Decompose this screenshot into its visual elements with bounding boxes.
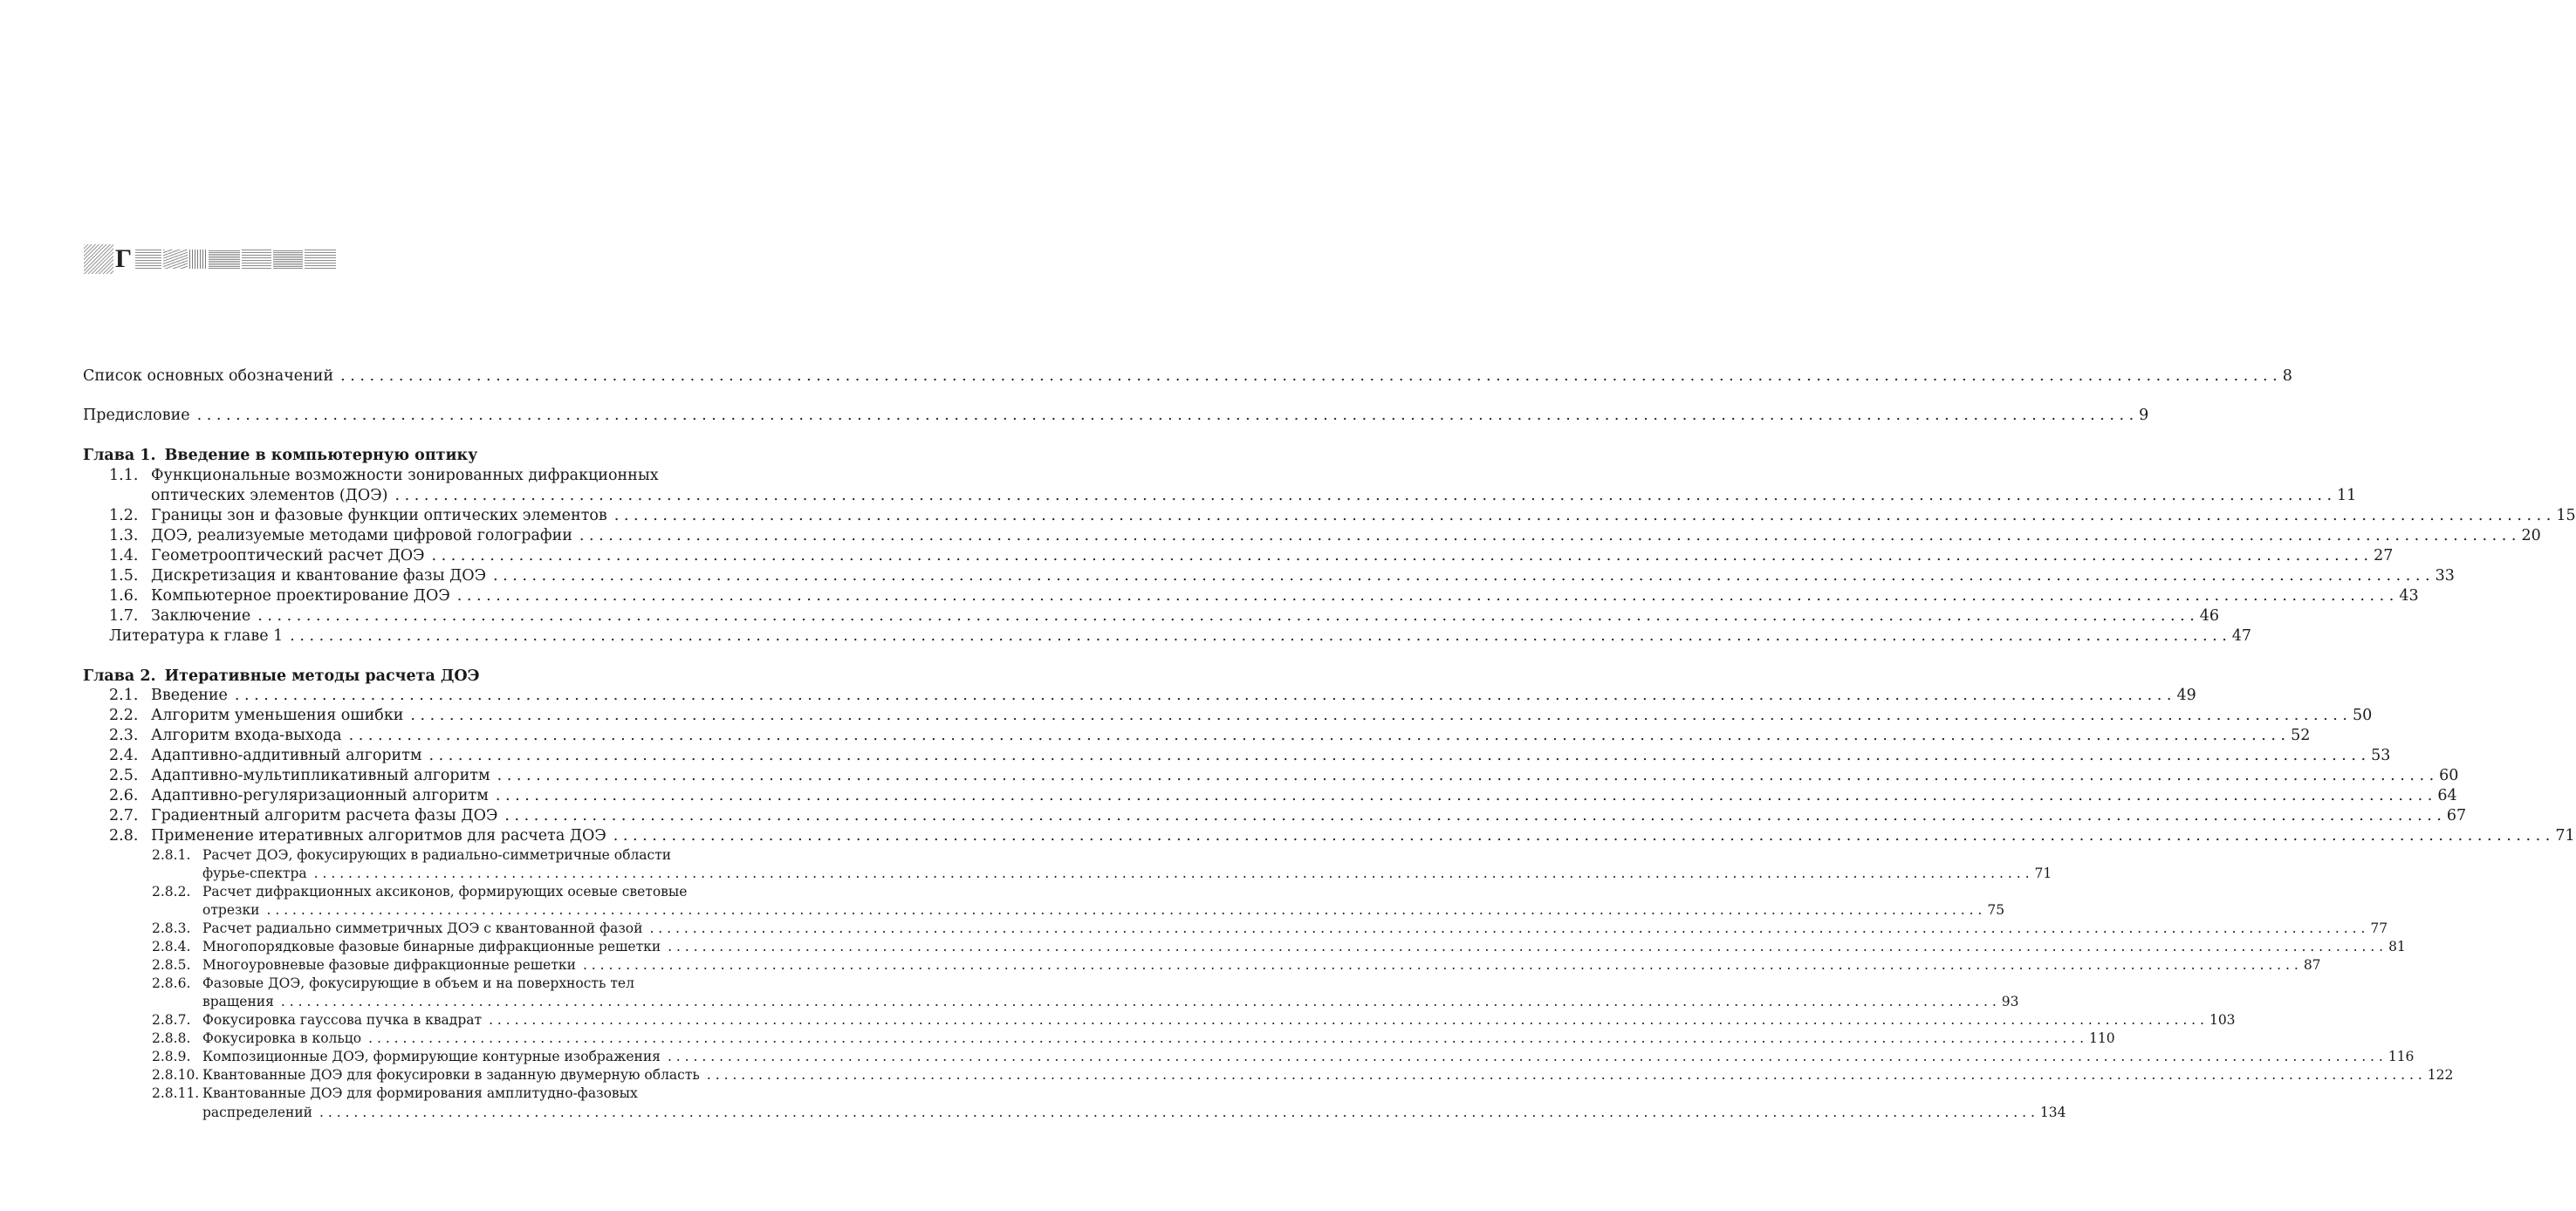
toc-entry[interactable]: 2.3. Алгоритм входа-выхода . . . . . . . . . . . . . . . . . . . . . . . . . . . . . . . . . . . . . . . . . . . . . . . . . . . . . . . . . . . . . . . . . . . . . . . . . . . . . . . . . . . . . . . . . . . . . . . . . . . . . . . . . . . . . . . . . . . . . . . . . . . . . . . . . . . . . . . . . . . . . . . . . . . . . . . . . . . . . . . . . . . . . . . . . . . . . . . . . . . . . . . . . . . . . . . . . . . . . . . . 52	[109, 727, 2311, 744]
page-number: 46	[2199, 607, 2220, 625]
toc-entry[interactable]: 1.6. Компьютерное проектирование ДОЭ . . . . . . . . . . . . . . . . . . . . . . . . . . . . . . . . . . . . . . . . . . . . . . . . . . . . . . . . . . . . . . . . . . . . . . . . . . . . . . . . . . . . . . . . . . . . . . . . . . . . . . . . . . . . . . . . . . . . . . . . . . . . . . . . . . . . . . . . . . . . . . . . . . . . . . . . . . . . . . . . . . . . . . . . . . . . . . . . . . . . . . . . . . . . . . . . . . . . . . . . 43	[109, 587, 2419, 605]
page-number: 110	[2089, 1030, 2115, 1046]
toc-entry[interactable]: 2.7. Градиентный алгоритм расчета фазы ДОЭ . . . . . . . . . . . . . . . . . . . . . . . . . . . . . . . . . . . . . . . . . . . . . . . . . . . . . . . . . . . . . . . . . . . . . . . . . . . . . . . . . . . . . . . . . . . . . . . . . . . . . . . . . . . . . . . . . . . . . . . . . . . . . . . . . . . . . . . . . . . . . . . . . . . . . . . . . . . . . . . . . . . . . . . . . . . . . . . . . . . . . . . . . . . . . . . . . . . . . . . . 67	[109, 807, 2467, 824]
page-number: 103	[2209, 1012, 2236, 1028]
toc-entry[interactable]: 2.8. Применение итеративных алгоритмов для расчета ДОЭ . . . . . . . . . . . . . . . . . . . . . . . . . . . . . . . . . . . . . . . . . . . . . . . . . . . . . . . . . . . . . . . . . . . . . . . . . . . . . . . . . . . . . . . . . . . . . . . . . . . . . . . . . . . . . . . . . . . . . . . . . . . . . . . . . . . . . . . . . . . . . . . . . . . . . . . . . . . . . . . . . . . . . . . . . . . . . . . . . . . . . . . . . . . . . . . . . . . . . . . . 71	[109, 827, 2575, 845]
page-number: 93	[2001, 994, 2019, 1009]
toc-entry[interactable]: 2.2. Алгоритм уменьшения ошибки . . . . . . . . . . . . . . . . . . . . . . . . . . . . . . . . . . . . . . . . . . . . . . . . . . . . . . . . . . . . . . . . . . . . . . . . . . . . . . . . . . . . . . . . . . . . . . . . . . . . . . . . . . . . . . . . . . . . . . . . . . . . . . . . . . . . . . . . . . . . . . . . . . . . . . . . . . . . . . . . . . . . . . . . . . . . . . . . . . . . . . . . . . . . . . . . . . . . . . . . 50	[109, 707, 2373, 724]
page-number: 67	[2446, 807, 2467, 824]
toc-entry[interactable]: 2.1. Введение . . . . . . . . . . . . . . . . . . . . . . . . . . . . . . . . . . . . . . . . . . . . . . . . . . . . . . . . . . . . . . . . . . . . . . . . . . . . . . . . . . . . . . . . . . . . . . . . . . . . . . . . . . . . . . . . . . . . . . . . . . . . . . . . . . . . . . . . . . . . . . . . . . . . . . . . . . . . . . . . . . . . . . . . . . . . . . . . . . . . . . . . . . . . . . . . . . . . . . . . 49	[109, 687, 2196, 704]
toc-subentry[interactable]: 2.8.2. Расчет дифракционных аксиконов, формирующих осевые световые	[152, 884, 688, 900]
page-number: 122	[2427, 1067, 2454, 1083]
leader-dots: . . . . . . . . . . . . . . . . . . . . . . . . . . . . . . . . . . . . . . . . . . . . . . . . . . . . . . . . . . . . . . . . . . . . . . . . . . . . . . . . . . . . . . . . . . . . . . . . . . . . . . . . . . . . . . . . . . . . . . . . . . . . . . . . . . . . . . . . . . . . . . . . . . . . . . . . . . . . . . . . . . . . . . . . . . . . . . . . . . . . . . . . . . . . . . . . . . . . . . . .	[266, 902, 1983, 918]
page-number: 9	[2139, 407, 2149, 424]
leader-dots: . . . . . . . . . . . . . . . . . . . . . . . . . . . . . . . . . . . . . . . . . . . . . . . . . . . . . . . . . . . . . . . . . . . . . . . . . . . . . . . . . . . . . . . . . . . . . . . . . . . . . . . . . . . . . . . . . . . . . . . . . . . . . . . . . . . . . . . . . . . . . . . . . . . . . . . . . . . . . . . . . . . . . . . . . . . . . . . . . . . . . . . . . . . . . . . . . . . . . . . .	[319, 1105, 2035, 1120]
toc-subentry[interactable]: 2.8.6. Фазовые ДОЭ, фокусирующие в объем и на поверхность тел	[152, 975, 634, 991]
page-number: 60	[2439, 767, 2459, 784]
page-number: 71	[2034, 865, 2052, 881]
toc-subentry-continuation[interactable]: фурье-спектра . . . . . . . . . . . . . . . . . . . . . . . . . . . . . . . . . . . . . . . . . . . . . . . . . . . . . . . . . . . . . . . . . . . . . . . . . . . . . . . . . . . . . . . . . . . . . . . . . . . . . . . . . . . . . . . . . . . . . . . . . . . . . . . . . . . . . . . . . . . . . . . . . . . . . . . . . . . . . . . . . . . . . . . . . . . . . . . . . . . . . . . . . . . . . . . . . . . . . . . . 71	[202, 865, 2052, 881]
toc-entry[interactable]: 1.5. Дискретизация и квантование фазы ДОЭ . . . . . . . . . . . . . . . . . . . . . . . . . . . . . . . . . . . . . . . . . . . . . . . . . . . . . . . . . . . . . . . . . . . . . . . . . . . . . . . . . . . . . . . . . . . . . . . . . . . . . . . . . . . . . . . . . . . . . . . . . . . . . . . . . . . . . . . . . . . . . . . . . . . . . . . . . . . . . . . . . . . . . . . . . . . . . . . . . . . . . . . . . . . . . . . . . . . . . . . . 33	[109, 567, 2455, 585]
toc-entry-literature[interactable]: Литература к главе 1 . . . . . . . . . . . . . . . . . . . . . . . . . . . . . . . . . . . . . . . . . . . . . . . . . . . . . . . . . . . . . . . . . . . . . . . . . . . . . . . . . . . . . . . . . . . . . . . . . . . . . . . . . . . . . . . . . . . . . . . . . . . . . . . . . . . . . . . . . . . . . . . . . . . . . . . . . . . . . . . . . . . . . . . . . . . . . . . . . . . . . . . . . . . . . . . . . . . . . . . . 47	[109, 627, 2252, 645]
leader-dots: . . . . . . . . . . . . . . . . . . . . . . . . . . . . . . . . . . . . . . . . . . . . . . . . . . . . . . . . . . . . . . . . . . . . . . . . . . . . . . . . . . . . . . . . . . . . . . . . . . . . . . . . . . . . . . . . . . . . . . . . . . . . . . . . . . . . . . . . . . . . . . . . . . . . . . . . . . . . . . . . . . . . . . . . . . . . . . . . . . . . . . . . . . . . . . . . . . . . . . . .	[495, 787, 2433, 804]
toc-entry[interactable]: Предисловие . . . . . . . . . . . . . . . . . . . . . . . . . . . . . . . . . . . . . . . . . . . . . . . . . . . . . . . . . . . . . . . . . . . . . . . . . . . . . . . . . . . . . . . . . . . . . . . . . . . . . . . . . . . . . . . . . . . . . . . . . . . . . . . . . . . . . . . . . . . . . . . . . . . . . . . . . . . . . . . . . . . . . . . . . . . . . . . . . . . . . . . . . . . . . . . . . . . . . . . . 9	[83, 407, 2149, 424]
toc-subentry[interactable]: 2.8.3. Расчет радиально симметричных ДОЭ с квантованной фазой . . . . . . . . . . . . . . . . . . . . . . . . . . . . . . . . . . . . . . . . . . . . . . . . . . . . . . . . . . . . . . . . . . . . . . . . . . . . . . . . . . . . . . . . . . . . . . . . . . . . . . . . . . . . . . . . . . . . . . . . . . . . . . . . . . . . . . . . . . . . . . . . . . . . . . . . . . . . . . . . . . . . . . . . . . . . . . . . . . . . . . . . . . . . . . . . . . . . . . . . 77	[152, 920, 2388, 936]
page-number: 50	[2352, 707, 2373, 724]
leader-dots: . . . . . . . . . . . . . . . . . . . . . . . . . . . . . . . . . . . . . . . . . . . . . . . . . . . . . . . . . . . . . . . . . . . . . . . . . . . . . . . . . . . . . . . . . . . . . . . . . . . . . . . . . . . . . . . . . . . . . . . . . . . . . . . . . . . . . . . . . . . . . . . . . . . . . . . . . . . . . . . . . . . . . . . . . . . . . . . . . . . . . . . . . . . . . . . . . . . . . . . .	[649, 920, 2366, 936]
leader-dots: . . . . . . . . . . . . . . . . . . . . . . . . . . . . . . . . . . . . . . . . . . . . . . . . . . . . . . . . . . . . . . . . . . . . . . . . . . . . . . . . . . . . . . . . . . . . . . . . . . . . . . . . . . . . . . . . . . . . . . . . . . . . . . . . . . . . . . . . . . . . . . . . . . . . . . . . . . . . . . . . . . . . . . . . . . . . . . . . . . . . . . . . . . . . . . . . . . . . . . . .	[368, 1030, 2084, 1046]
toc-entry[interactable]: Список основных обозначений . . . . . . . . . . . . . . . . . . . . . . . . . . . . . . . . . . . . . . . . . . . . . . . . . . . . . . . . . . . . . . . . . . . . . . . . . . . . . . . . . . . . . . . . . . . . . . . . . . . . . . . . . . . . . . . . . . . . . . . . . . . . . . . . . . . . . . . . . . . . . . . . . . . . . . . . . . . . . . . . . . . . . . . . . . . . . . . . . . . . . . . . . . . . . . . . . . . . . . . . 8	[83, 367, 2292, 385]
leader-dots: . . . . . . . . . . . . . . . . . . . . . . . . . . . . . . . . . . . . . . . . . . . . . . . . . . . . . . . . . . . . . . . . . . . . . . . . . . . . . . . . . . . . . . . . . . . . . . . . . . . . . . . . . . . . . . . . . . . . . . . . . . . . . . . . . . . . . . . . . . . . . . . . . . . . . . . . . . . . . . . . . . . . . . . . . . . . . . . . . . . . . . . . . . . . . . . . . . . . . . . .	[493, 567, 2430, 585]
leader-dots: . . . . . . . . . . . . . . . . . . . . . . . . . . . . . . . . . . . . . . . . . . . . . . . . . . . . . . . . . . . . . . . . . . . . . . . . . . . . . . . . . . . . . . . . . . . . . . . . . . . . . . . . . . . . . . . . . . . . . . . . . . . . . . . . . . . . . . . . . . . . . . . . . . . . . . . . . . . . . . . . . . . . . . . . . . . . . . . . . . . . . . . . . . . . . . . . . . . . . . . .	[504, 807, 2442, 824]
toc-entry-continuation[interactable]: оптических элементов (ДОЭ) . . . . . . . . . . . . . . . . . . . . . . . . . . . . . . . . . . . . . . . . . . . . . . . . . . . . . . . . . . . . . . . . . . . . . . . . . . . . . . . . . . . . . . . . . . . . . . . . . . . . . . . . . . . . . . . . . . . . . . . . . . . . . . . . . . . . . . . . . . . . . . . . . . . . . . . . . . . . . . . . . . . . . . . . . . . . . . . . . . . . . . . . . . . . . . . . . . . . . . . . 11	[151, 487, 2357, 504]
toc-subentry[interactable]: 2.8.9. Композиционные ДОЭ, формирующие контурные изображения . . . . . . . . . . . . . . . . . . . . . . . . . . . . . . . . . . . . . . . . . . . . . . . . . . . . . . . . . . . . . . . . . . . . . . . . . . . . . . . . . . . . . . . . . . . . . . . . . . . . . . . . . . . . . . . . . . . . . . . . . . . . . . . . . . . . . . . . . . . . . . . . . . . . . . . . . . . . . . . . . . . . . . . . . . . . . . . . . . . . . . . . . . . . . . . . . . . . . . . . 116	[152, 1049, 2415, 1064]
toc-subentry[interactable]: 2.8.11. Квантованные ДОЭ для формирования амплитудно-фазовых	[152, 1085, 638, 1101]
page-number: 20	[2521, 527, 2541, 544]
leader-dots: . . . . . . . . . . . . . . . . . . . . . . . . . . . . . . . . . . . . . . . . . . . . . . . . . . . . . . . . . . . . . . . . . . . . . . . . . . . . . . . . . . . . . . . . . . . . . . . . . . . . . . . . . . . . . . . . . . . . . . . . . . . . . . . . . . . . . . . . . . . . . . . . . . . . . . . . . . . . . . . . . . . . . . . . . . . . . . . . . . . . . . . . . . . . . . . . . . . . . . . .	[257, 607, 2195, 625]
leader-dots: . . . . . . . . . . . . . . . . . . . . . . . . . . . . . . . . . . . . . . . . . . . . . . . . . . . . . . . . . . . . . . . . . . . . . . . . . . . . . . . . . . . . . . . . . . . . . . . . . . . . . . . . . . . . . . . . . . . . . . . . . . . . . . . . . . . . . . . . . . . . . . . . . . . . . . . . . . . . . . . . . . . . . . . . . . . . . . . . . . . . . . . . . . . . . . . . . . . . . . . .	[340, 367, 2278, 385]
page-number: 75	[1987, 902, 2005, 918]
toc-subentry-continuation[interactable]: отрезки . . . . . . . . . . . . . . . . . . . . . . . . . . . . . . . . . . . . . . . . . . . . . . . . . . . . . . . . . . . . . . . . . . . . . . . . . . . . . . . . . . . . . . . . . . . . . . . . . . . . . . . . . . . . . . . . . . . . . . . . . . . . . . . . . . . . . . . . . . . . . . . . . . . . . . . . . . . . . . . . . . . . . . . . . . . . . . . . . . . . . . . . . . . . . . . . . . . . . . . . 75	[202, 902, 2005, 918]
leader-dots: . . . . . . . . . . . . . . . . . . . . . . . . . . . . . . . . . . . . . . . . . . . . . . . . . . . . . . . . . . . . . . . . . . . . . . . . . . . . . . . . . . . . . . . . . . . . . . . . . . . . . . . . . . . . . . . . . . . . . . . . . . . . . . . . . . . . . . . . . . . . . . . . . . . . . . . . . . . . . . . . . . . . . . . . . . . . . . . . . . . . . . . . . . . . . . . . . . . . . . . .	[667, 1049, 2383, 1064]
toc-subentry[interactable]: 2.8.8. Фокусировка в кольцо . . . . . . . . . . . . . . . . . . . . . . . . . . . . . . . . . . . . . . . . . . . . . . . . . . . . . . . . . . . . . . . . . . . . . . . . . . . . . . . . . . . . . . . . . . . . . . . . . . . . . . . . . . . . . . . . . . . . . . . . . . . . . . . . . . . . . . . . . . . . . . . . . . . . . . . . . . . . . . . . . . . . . . . . . . . . . . . . . . . . . . . . . . . . . . . . . . . . . . . . 110	[152, 1030, 2115, 1046]
page-number: 8	[2282, 367, 2292, 385]
toc-entry[interactable]: 2.5. Адаптивно-мультипликативный алгоритм . . . . . . . . . . . . . . . . . . . . . . . . . . . . . . . . . . . . . . . . . . . . . . . . . . . . . . . . . . . . . . . . . . . . . . . . . . . . . . . . . . . . . . . . . . . . . . . . . . . . . . . . . . . . . . . . . . . . . . . . . . . . . . . . . . . . . . . . . . . . . . . . . . . . . . . . . . . . . . . . . . . . . . . . . . . . . . . . . . . . . . . . . . . . . . . . . . . . . . . . 60	[109, 767, 2459, 784]
page-number: 134	[2039, 1105, 2066, 1120]
page-number: 33	[2435, 567, 2455, 585]
leader-dots: . . . . . . . . . . . . . . . . . . . . . . . . . . . . . . . . . . . . . . . . . . . . . . . . . . . . . . . . . . . . . . . . . . . . . . . . . . . . . . . . . . . . . . . . . . . . . . . . . . . . . . . . . . . . . . . . . . . . . . . . . . . . . . . . . . . . . . . . . . . . . . . . . . . . . . . . . . . . . . . . . . . . . . . . . . . . . . . . . . . . . . . . . . . . . . . . . . . . . . . .	[428, 747, 2367, 764]
toc-subentry[interactable]: 2.8.4. Многопорядковые фазовые бинарные дифракционные решетки . . . . . . . . . . . . . . . . . . . . . . . . . . . . . . . . . . . . . . . . . . . . . . . . . . . . . . . . . . . . . . . . . . . . . . . . . . . . . . . . . . . . . . . . . . . . . . . . . . . . . . . . . . . . . . . . . . . . . . . . . . . . . . . . . . . . . . . . . . . . . . . . . . . . . . . . . . . . . . . . . . . . . . . . . . . . . . . . . . . . . . . . . . . . . . . . . . . . . . . . 81	[152, 939, 2406, 954]
toc-entry[interactable]: 1.1. Функциональные возможности зонированных дифракционных	[109, 467, 659, 484]
leader-dots: . . . . . . . . . . . . . . . . . . . . . . . . . . . . . . . . . . . . . . . . . . . . . . . . . . . . . . . . . . . . . . . . . . . . . . . . . . . . . . . . . . . . . . . . . . . . . . . . . . . . . . . . . . . . . . . . . . . . . . . . . . . . . . . . . . . . . . . . . . . . . . . . . . . . . . . . . . . . . . . . . . . . . . . . . . . . . . . . . . . . . . . . . . . . . . . . . . . . . . . .	[497, 767, 2435, 784]
toc-subentry[interactable]: 2.8.7. Фокусировка гауссова пучка в квадрат . . . . . . . . . . . . . . . . . . . . . . . . . . . . . . . . . . . . . . . . . . . . . . . . . . . . . . . . . . . . . . . . . . . . . . . . . . . . . . . . . . . . . . . . . . . . . . . . . . . . . . . . . . . . . . . . . . . . . . . . . . . . . . . . . . . . . . . . . . . . . . . . . . . . . . . . . . . . . . . . . . . . . . . . . . . . . . . . . . . . . . . . . . . . . . . . . . . . . . . . 103	[152, 1012, 2236, 1028]
leader-dots: . . . . . . . . . . . . . . . . . . . . . . . . . . . . . . . . . . . . . . . . . . . . . . . . . . . . . . . . . . . . . . . . . . . . . . . . . . . . . . . . . . . . . . . . . . . . . . . . . . . . . . . . . . . . . . . . . . . . . . . . . . . . . . . . . . . . . . . . . . . . . . . . . . . . . . . . . . . . . . . . . . . . . . . . . . . . . . . . . . . . . . . . . . . . . . . . . . . . . . . .	[706, 1067, 2422, 1083]
leader-dots: . . . . . . . . . . . . . . . . . . . . . . . . . . . . . . . . . . . . . . . . . . . . . . . . . . . . . . . . . . . . . . . . . . . . . . . . . . . . . . . . . . . . . . . . . . . . . . . . . . . . . . . . . . . . . . . . . . . . . . . . . . . . . . . . . . . . . . . . . . . . . . . . . . . . . . . . . . . . . . . . . . . . . . . . . . . . . . . . . . . . . . . . . . . . . . . . . . . . . . . .	[431, 547, 2369, 564]
leader-dots: . . . . . . . . . . . . . . . . . . . . . . . . . . . . . . . . . . . . . . . . . . . . . . . . . . . . . . . . . . . . . . . . . . . . . . . . . . . . . . . . . . . . . . . . . . . . . . . . . . . . . . . . . . . . . . . . . . . . . . . . . . . . . . . . . . . . . . . . . . . . . . . . . . . . . . . . . . . . . . . . . . . . . . . . . . . . . . . . . . . . . . . . . . . . . . . . . . . . . . . .	[410, 707, 2347, 724]
leader-dots: . . . . . . . . . . . . . . . . . . . . . . . . . . . . . . . . . . . . . . . . . . . . . . . . . . . . . . . . . . . . . . . . . . . . . . . . . . . . . . . . . . . . . . . . . . . . . . . . . . . . . . . . . . . . . . . . . . . . . . . . . . . . . . . . . . . . . . . . . . . . . . . . . . . . . . . . . . . . . . . . . . . . . . . . . . . . . . . . . . . . . . . . . . . . . . . . . . . . . . . .	[613, 507, 2552, 524]
page-number: 15	[2556, 507, 2576, 524]
page-number: 53	[2371, 747, 2391, 764]
leader-dots: . . . . . . . . . . . . . . . . . . . . . . . . . . . . . . . . . . . . . . . . . . . . . . . . . . . . . . . . . . . . . . . . . . . . . . . . . . . . . . . . . . . . . . . . . . . . . . . . . . . . . . . . . . . . . . . . . . . . . . . . . . . . . . . . . . . . . . . . . . . . . . . . . . . . . . . . . . . . . . . . . . . . . . . . . . . . . . . . . . . . . . . . . . . . . . . . . . . . . . . .	[234, 687, 2172, 704]
toc-entry[interactable]: 1.3. ДОЭ, реализуемые методами цифровой голографии . . . . . . . . . . . . . . . . . . . . . . . . . . . . . . . . . . . . . . . . . . . . . . . . . . . . . . . . . . . . . . . . . . . . . . . . . . . . . . . . . . . . . . . . . . . . . . . . . . . . . . . . . . . . . . . . . . . . . . . . . . . . . . . . . . . . . . . . . . . . . . . . . . . . . . . . . . . . . . . . . . . . . . . . . . . . . . . . . . . . . . . . . . . . . . . . . . . . . . . . 20	[109, 527, 2541, 544]
toc-subentry[interactable]: 2.8.10. Квантованные ДОЭ для фокусировки в заданную двумерную область . . . . . . . . . . . . . . . . . . . . . . . . . . . . . . . . . . . . . . . . . . . . . . . . . . . . . . . . . . . . . . . . . . . . . . . . . . . . . . . . . . . . . . . . . . . . . . . . . . . . . . . . . . . . . . . . . . . . . . . . . . . . . . . . . . . . . . . . . . . . . . . . . . . . . . . . . . . . . . . . . . . . . . . . . . . . . . . . . . . . . . . . . . . . . . . . . . . . . . . . 122	[152, 1067, 2454, 1083]
toc-subentry-continuation[interactable]: вращения . . . . . . . . . . . . . . . . . . . . . . . . . . . . . . . . . . . . . . . . . . . . . . . . . . . . . . . . . . . . . . . . . . . . . . . . . . . . . . . . . . . . . . . . . . . . . . . . . . . . . . . . . . . . . . . . . . . . . . . . . . . . . . . . . . . . . . . . . . . . . . . . . . . . . . . . . . . . . . . . . . . . . . . . . . . . . . . . . . . . . . . . . . . . . . . . . . . . . . . . 93	[202, 994, 2019, 1009]
page-number: 116	[2388, 1049, 2415, 1064]
toc-entry[interactable]: 1.4. Геометрооптический расчет ДОЭ . . . . . . . . . . . . . . . . . . . . . . . . . . . . . . . . . . . . . . . . . . . . . . . . . . . . . . . . . . . . . . . . . . . . . . . . . . . . . . . . . . . . . . . . . . . . . . . . . . . . . . . . . . . . . . . . . . . . . . . . . . . . . . . . . . . . . . . . . . . . . . . . . . . . . . . . . . . . . . . . . . . . . . . . . . . . . . . . . . . . . . . . . . . . . . . . . . . . . . . . 27	[109, 547, 2394, 564]
leader-dots: . . . . . . . . . . . . . . . . . . . . . . . . . . . . . . . . . . . . . . . . . . . . . . . . . . . . . . . . . . . . . . . . . . . . . . . . . . . . . . . . . . . . . . . . . . . . . . . . . . . . . . . . . . . . . . . . . . . . . . . . . . . . . . . . . . . . . . . . . . . . . . . . . . . . . . . . . . . . . . . . . . . . . . . . . . . . . . . . . . . . . . . . . . . . . . . . . . . . . . . .	[196, 407, 2134, 424]
leader-dots: . . . . . . . . . . . . . . . . . . . . . . . . . . . . . . . . . . . . . . . . . . . . . . . . . . . . . . . . . . . . . . . . . . . . . . . . . . . . . . . . . . . . . . . . . . . . . . . . . . . . . . . . . . . . . . . . . . . . . . . . . . . . . . . . . . . . . . . . . . . . . . . . . . . . . . . . . . . . . . . . . . . . . . . . . . . . . . . . . . . . . . . . . . . . . . . . . . . . . . . .	[489, 1012, 2204, 1028]
page-number: 52	[2291, 727, 2311, 744]
page-number: 64	[2437, 787, 2457, 804]
page-number: 43	[2399, 587, 2419, 605]
leader-dots: . . . . . . . . . . . . . . . . . . . . . . . . . . . . . . . . . . . . . . . . . . . . . . . . . . . . . . . . . . . . . . . . . . . . . . . . . . . . . . . . . . . . . . . . . . . . . . . . . . . . . . . . . . . . . . . . . . . . . . . . . . . . . . . . . . . . . . . . . . . . . . . . . . . . . . . . . . . . . . . . . . . . . . . . . . . . . . . . . . . . . . . . . . . . . . . . . . . . . . . .	[313, 865, 2030, 881]
page-number: 77	[2370, 920, 2388, 936]
toc-entry[interactable]: 1.2. Границы зон и фазовые функции оптических элементов . . . . . . . . . . . . . . . . . . . . . . . . . . . . . . . . . . . . . . . . . . . . . . . . . . . . . . . . . . . . . . . . . . . . . . . . . . . . . . . . . . . . . . . . . . . . . . . . . . . . . . . . . . . . . . . . . . . . . . . . . . . . . . . . . . . . . . . . . . . . . . . . . . . . . . . . . . . . . . . . . . . . . . . . . . . . . . . . . . . . . . . . . . . . . . . . . . . . . . . . 15	[109, 507, 2576, 524]
page-number: 49	[2176, 687, 2196, 704]
leader-dots: . . . . . . . . . . . . . . . . . . . . . . . . . . . . . . . . . . . . . . . . . . . . . . . . . . . . . . . . . . . . . . . . . . . . . . . . . . . . . . . . . . . . . . . . . . . . . . . . . . . . . . . . . . . . . . . . . . . . . . . . . . . . . . . . . . . . . . . . . . . . . . . . . . . . . . . . . . . . . . . . . . . . . . . . . . . . . . . . . . . . . . . . . . . . . . . . . . . . . . . .	[668, 939, 2384, 954]
page-number: 87	[2303, 957, 2321, 973]
toc-subentry[interactable]: 2.8.1. Расчет ДОЭ, фокусирующих в радиально-симметричные области	[152, 847, 672, 863]
leader-dots: . . . . . . . . . . . . . . . . . . . . . . . . . . . . . . . . . . . . . . . . . . . . . . . . . . . . . . . . . . . . . . . . . . . . . . . . . . . . . . . . . . . . . . . . . . . . . . . . . . . . . . . . . . . . . . . . . . . . . . . . . . . . . . . . . . . . . . . . . . . . . . . . . . . . . . . . . . . . . . . . . . . . . . . . . . . . . . . . . . . . . . . . . . . . . . . . . . . . . . . .	[613, 827, 2551, 845]
leader-dots: . . . . . . . . . . . . . . . . . . . . . . . . . . . . . . . . . . . . . . . . . . . . . . . . . . . . . . . . . . . . . . . . . . . . . . . . . . . . . . . . . . . . . . . . . . . . . . . . . . . . . . . . . . . . . . . . . . . . . . . . . . . . . . . . . . . . . . . . . . . . . . . . . . . . . . . . . . . . . . . . . . . . . . . . . . . . . . . . . . . . . . . . . . . . . . . . . . . . . . . .	[348, 727, 2286, 744]
toc-entry[interactable]: 2.4. Адаптивно-аддитивный алгоритм . . . . . . . . . . . . . . . . . . . . . . . . . . . . . . . . . . . . . . . . . . . . . . . . . . . . . . . . . . . . . . . . . . . . . . . . . . . . . . . . . . . . . . . . . . . . . . . . . . . . . . . . . . . . . . . . . . . . . . . . . . . . . . . . . . . . . . . . . . . . . . . . . . . . . . . . . . . . . . . . . . . . . . . . . . . . . . . . . . . . . . . . . . . . . . . . . . . . . . . . 53	[109, 747, 2391, 764]
leader-dots: . . . . . . . . . . . . . . . . . . . . . . . . . . . . . . . . . . . . . . . . . . . . . . . . . . . . . . . . . . . . . . . . . . . . . . . . . . . . . . . . . . . . . . . . . . . . . . . . . . . . . . . . . . . . . . . . . . . . . . . . . . . . . . . . . . . . . . . . . . . . . . . . . . . . . . . . . . . . . . . . . . . . . . . . . . . . . . . . . . . . . . . . . . . . . . . . . . . . . . . .	[290, 627, 2227, 645]
chapter-heading[interactable]: Глава 2. Итеративные методы расчета ДОЭ	[83, 667, 480, 685]
leader-dots: . . . . . . . . . . . . . . . . . . . . . . . . . . . . . . . . . . . . . . . . . . . . . . . . . . . . . . . . . . . . . . . . . . . . . . . . . . . . . . . . . . . . . . . . . . . . . . . . . . . . . . . . . . . . . . . . . . . . . . . . . . . . . . . . . . . . . . . . . . . . . . . . . . . . . . . . . . . . . . . . . . . . . . . . . . . . . . . . . . . . . . . . . . . . . . . . . . . . . . . .	[280, 994, 1997, 1009]
page-number: 71	[2555, 827, 2575, 845]
chapter-heading[interactable]: Глава 1. Введение в компьютерную оптику	[83, 447, 478, 464]
leader-dots: . . . . . . . . . . . . . . . . . . . . . . . . . . . . . . . . . . . . . . . . . . . . . . . . . . . . . . . . . . . . . . . . . . . . . . . . . . . . . . . . . . . . . . . . . . . . . . . . . . . . . . . . . . . . . . . . . . . . . . . . . . . . . . . . . . . . . . . . . . . . . . . . . . . . . . . . . . . . . . . . . . . . . . . . . . . . . . . . . . . . . . . . . . . . . . . . . . . . . . . .	[394, 487, 2333, 504]
heading-letter: Г	[115, 244, 133, 273]
toc-subentry[interactable]: 2.8.5. Многоуровневые фазовые дифракционные решетки . . . . . . . . . . . . . . . . . . . . . . . . . . . . . . . . . . . . . . . . . . . . . . . . . . . . . . . . . . . . . . . . . . . . . . . . . . . . . . . . . . . . . . . . . . . . . . . . . . . . . . . . . . . . . . . . . . . . . . . . . . . . . . . . . . . . . . . . . . . . . . . . . . . . . . . . . . . . . . . . . . . . . . . . . . . . . . . . . . . . . . . . . . . . . . . . . . . . . . . . 87	[152, 957, 2321, 973]
page-number: 11	[2337, 487, 2357, 504]
toc-subentry-continuation[interactable]: распределений . . . . . . . . . . . . . . . . . . . . . . . . . . . . . . . . . . . . . . . . . . . . . . . . . . . . . . . . . . . . . . . . . . . . . . . . . . . . . . . . . . . . . . . . . . . . . . . . . . . . . . . . . . . . . . . . . . . . . . . . . . . . . . . . . . . . . . . . . . . . . . . . . . . . . . . . . . . . . . . . . . . . . . . . . . . . . . . . . . . . . . . . . . . . . . . . . . . . . . . . 134	[202, 1105, 2066, 1120]
toc-entry[interactable]: 2.6. Адаптивно-регуляризационный алгоритм . . . . . . . . . . . . . . . . . . . . . . . . . . . . . . . . . . . . . . . . . . . . . . . . . . . . . . . . . . . . . . . . . . . . . . . . . . . . . . . . . . . . . . . . . . . . . . . . . . . . . . . . . . . . . . . . . . . . . . . . . . . . . . . . . . . . . . . . . . . . . . . . . . . . . . . . . . . . . . . . . . . . . . . . . . . . . . . . . . . . . . . . . . . . . . . . . . . . . . . . 64	[109, 787, 2457, 804]
leader-dots: . . . . . . . . . . . . . . . . . . . . . . . . . . . . . . . . . . . . . . . . . . . . . . . . . . . . . . . . . . . . . . . . . . . . . . . . . . . . . . . . . . . . . . . . . . . . . . . . . . . . . . . . . . . . . . . . . . . . . . . . . . . . . . . . . . . . . . . . . . . . . . . . . . . . . . . . . . . . . . . . . . . . . . . . . . . . . . . . . . . . . . . . . . . . . . . . . . . . . . . .	[582, 957, 2299, 973]
page-number: 81	[2388, 939, 2406, 954]
leader-dots: . . . . . . . . . . . . . . . . . . . . . . . . . . . . . . . . . . . . . . . . . . . . . . . . . . . . . . . . . . . . . . . . . . . . . . . . . . . . . . . . . . . . . . . . . . . . . . . . . . . . . . . . . . . . . . . . . . . . . . . . . . . . . . . . . . . . . . . . . . . . . . . . . . . . . . . . . . . . . . . . . . . . . . . . . . . . . . . . . . . . . . . . . . . . . . . . . . . . . . . .	[456, 587, 2394, 605]
leader-dots: . . . . . . . . . . . . . . . . . . . . . . . . . . . . . . . . . . . . . . . . . . . . . . . . . . . . . . . . . . . . . . . . . . . . . . . . . . . . . . . . . . . . . . . . . . . . . . . . . . . . . . . . . . . . . . . . . . . . . . . . . . . . . . . . . . . . . . . . . . . . . . . . . . . . . . . . . . . . . . . . . . . . . . . . . . . . . . . . . . . . . . . . . . . . . . . . . . . . . . . .	[579, 527, 2517, 544]
toc-entry[interactable]: 1.7. Заключение . . . . . . . . . . . . . . . . . . . . . . . . . . . . . . . . . . . . . . . . . . . . . . . . . . . . . . . . . . . . . . . . . . . . . . . . . . . . . . . . . . . . . . . . . . . . . . . . . . . . . . . . . . . . . . . . . . . . . . . . . . . . . . . . . . . . . . . . . . . . . . . . . . . . . . . . . . . . . . . . . . . . . . . . . . . . . . . . . . . . . . . . . . . . . . . . . . . . . . . . 46	[109, 607, 2220, 625]
page-number: 27	[2374, 547, 2394, 564]
page-number: 47	[2231, 627, 2252, 645]
